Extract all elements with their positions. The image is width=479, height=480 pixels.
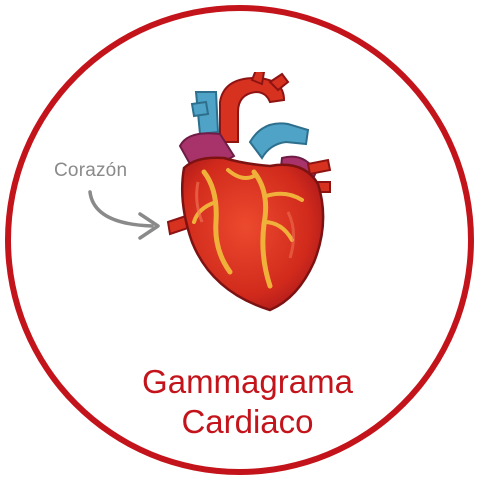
heart-illustration-icon: [158, 72, 338, 322]
heart-label: Corazón: [54, 160, 128, 181]
curved-arrow-icon: [80, 186, 175, 246]
title-line-2: Cardiaco: [181, 403, 314, 440]
title-line-1: Gammagrama: [142, 363, 353, 400]
